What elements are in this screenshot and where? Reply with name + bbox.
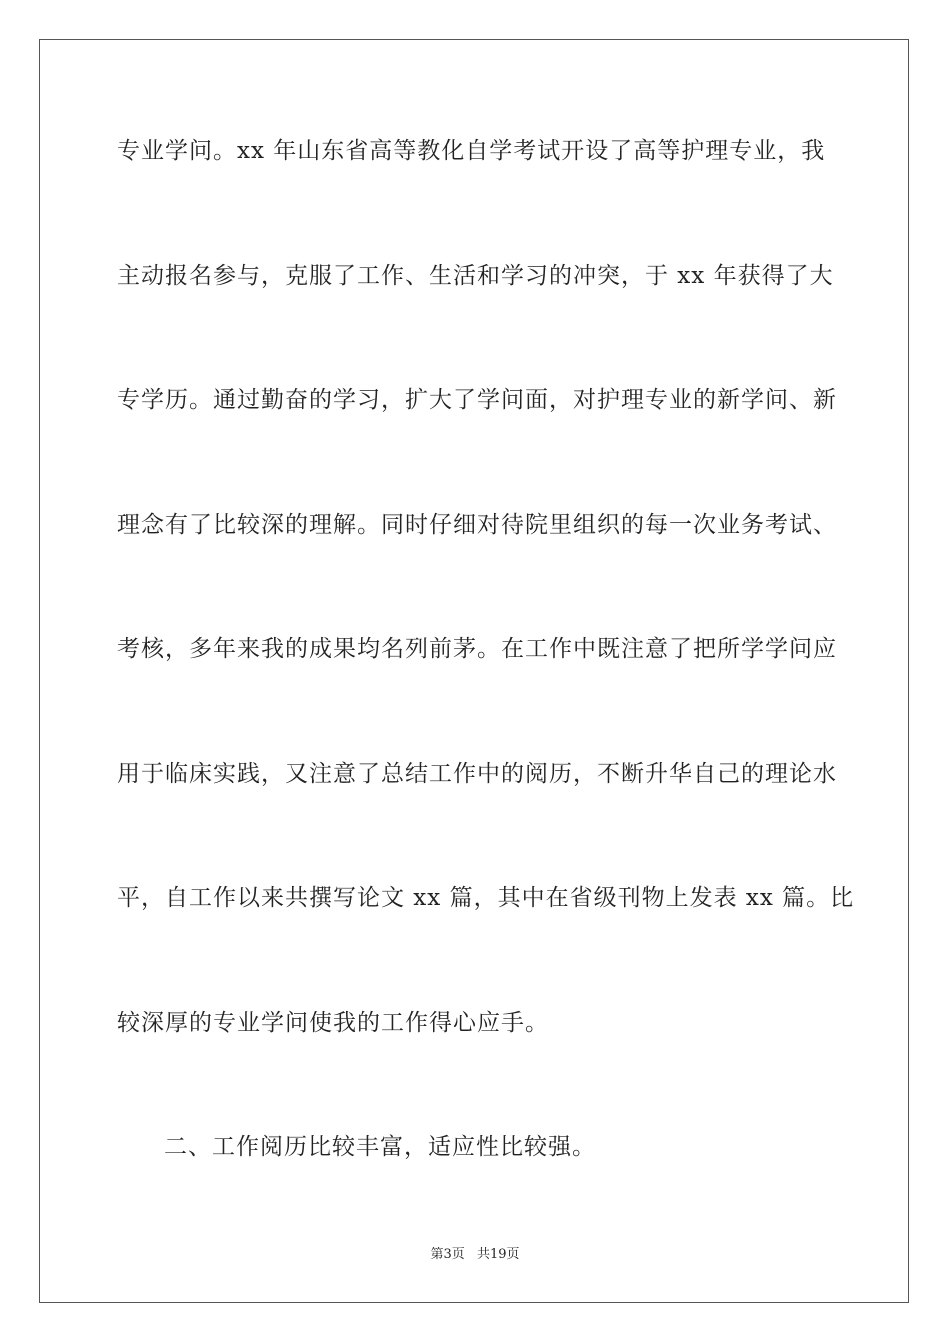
body-text-line: 理念有了比较深的理解。同时仔细对待院里组织的每一次业务考试、 — [117, 512, 837, 538]
page-footer — [0, 1246, 950, 1264]
body-text-line: 主动报名参与，克服了工作、生活和学习的冲突，于 xx 年获得了大 — [117, 263, 834, 289]
page-border — [39, 39, 909, 1303]
body-text-line: 平，自工作以来共撰写论文 xx 篇，其中在省级刊物上发表 xx 篇。比 — [117, 885, 855, 911]
page-total: 共19页 — [476, 1247, 520, 1262]
body-text-line: 考核，多年来我的成果均名列前茅。在工作中既注意了把所学学问应 — [117, 636, 837, 662]
page-number: 第3页 — [430, 1247, 465, 1262]
section-heading: 二、工作阅历比较丰富，适应性比较强。 — [164, 1134, 596, 1160]
body-text-line: 专学历。通过勤奋的学习，扩大了学问面，对护理专业的新学问、新 — [117, 387, 837, 413]
body-text-line: 用于临床实践，又注意了总结工作中的阅历，不断升华自己的理论水 — [117, 761, 837, 787]
body-text-line: 专业学问。xx 年山东省高等教化自学考试开设了高等护理专业，我 — [117, 138, 826, 164]
body-text-line: 较深厚的专业学问使我的工作得心应手。 — [117, 1010, 549, 1036]
